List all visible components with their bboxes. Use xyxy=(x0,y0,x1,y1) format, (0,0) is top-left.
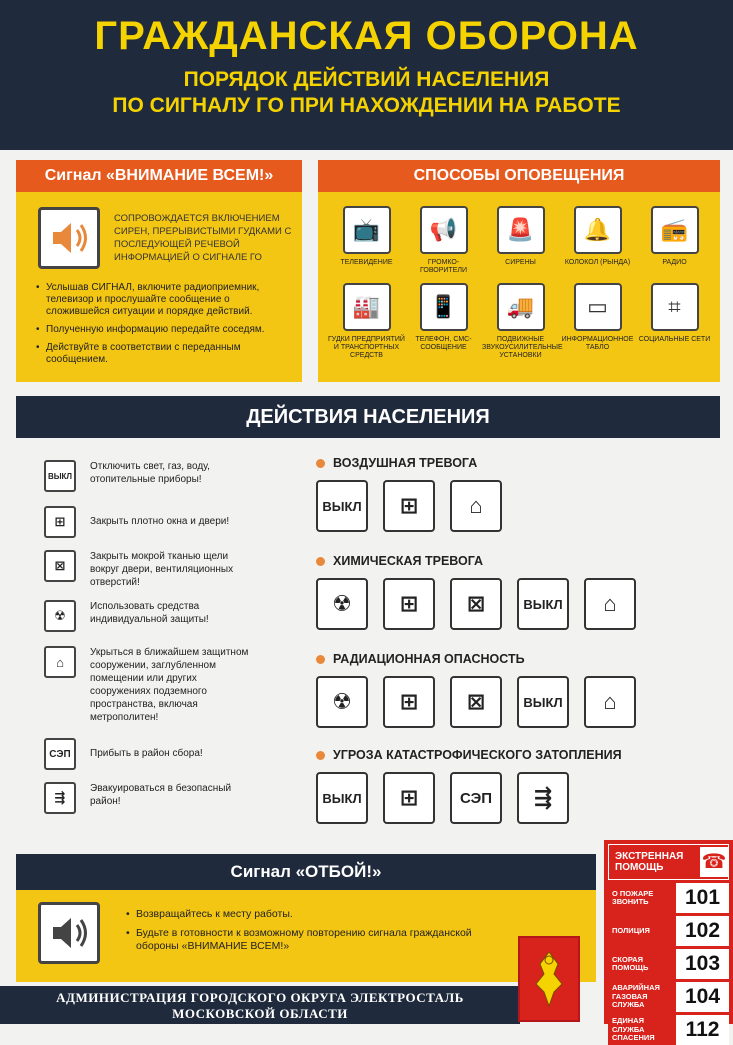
attention-signal-bullets xyxy=(36,282,296,372)
actions-title: ДЕЙСТВИЯ НАСЕЛЕНИЯ xyxy=(16,396,720,438)
emergency-row: О ПОЖАРЕ ЗВОНИТЬ 101 xyxy=(608,883,729,913)
gas-mask-icon: ☢ xyxy=(44,600,76,632)
emergency-row: СКОРАЯ ПОМОЩЬ 103 xyxy=(608,949,729,979)
all-clear-box xyxy=(16,890,596,982)
action-item xyxy=(44,782,260,814)
assembly-point-icon: СЭП xyxy=(450,772,502,824)
attention-signal-description: СОПРОВОЖДАЕТСЯ ВКЛЮЧЕНИЕМ СИРЕН, ПРЕРЫВИСТЫМИ ГУДКАМИ С ПОСЛЕДУЮЩЕЙ РЕЧЕВОЙ ИНФОРМАЦИЕЙ О СИГНАЛЕ ГО xyxy=(114,213,292,263)
shelter-icon: ⌂ xyxy=(584,676,636,728)
bullet-item: • Будьте в готовности к возможному повторению сигнала гражданской обороны «ВНИМАНИЕ ВСЕМ!» xyxy=(126,927,486,953)
method-item: 🏭 ГУДКИ ПРЕДПРИЯТИЙ И ТРАНСПОРТНЫХ СРЕДСТВ xyxy=(328,283,405,360)
threat-title: УГРОЗА КАТАСТРОФИЧЕСКОГО ЗАТОПЛЕНИЯ xyxy=(333,748,622,762)
notification-methods-box xyxy=(318,160,720,382)
emergency-title: ЭКСТРЕННАЯ ПОМОЩЬ xyxy=(615,851,684,873)
shelter-icon: ⌂ xyxy=(44,646,76,678)
power-off-icon: ВЫКЛ xyxy=(316,480,368,532)
poster-subtitle xyxy=(0,67,733,119)
factory-icon: 🏭 xyxy=(343,283,391,331)
action-item xyxy=(44,506,260,538)
threat-air-raid xyxy=(316,456,517,532)
bullet-item: • Услышав СИГНАЛ, включите радиоприемник, телевизор и прослушайте сообщение о сложившейся ситуации и порядке действий. xyxy=(36,282,296,318)
emergency-numbers xyxy=(604,840,733,1043)
seal-gaps-icon: ⊠ xyxy=(450,676,502,728)
action-item xyxy=(44,600,260,632)
method-item: 🚨 СИРЕНЫ xyxy=(482,206,559,275)
threat-title: РАДИАЦИОННАЯ ОПАСНОСТЬ xyxy=(333,652,525,666)
gas-mask-icon: ☢ xyxy=(316,676,368,728)
loudspeaker-icon: 📢 xyxy=(420,206,468,254)
poster-title: ГРАЖДАНСКАЯ ОБОРОНА xyxy=(94,14,639,58)
phone-icon: ☎ xyxy=(700,847,728,877)
emergency-number: 103 xyxy=(684,952,721,975)
poster-header xyxy=(0,0,733,150)
radio-icon: 📻 xyxy=(651,206,699,254)
threat-radiation xyxy=(316,652,651,728)
bell-icon: 🔔 xyxy=(574,206,622,254)
method-item: 📺 ТЕЛЕВИДЕНИЕ xyxy=(328,206,405,275)
seal-gaps-icon: ⊠ xyxy=(450,578,502,630)
seal-gaps-icon: ⊠ xyxy=(44,550,76,582)
emergency-row: ПОЛИЦИЯ 102 xyxy=(608,916,729,946)
action-text: Закрыть мокрой тканью щели вокруг двери, вентиляционных отверстий! xyxy=(90,551,234,588)
close-doors-icon: ⊞ xyxy=(383,480,435,532)
all-clear-title: Сигнал «ОТБОЙ!» xyxy=(16,854,596,890)
action-text: Эвакуироваться в безопасный район! xyxy=(90,783,232,807)
action-text: Отключить свет, газ, воду, отопительные приборы! xyxy=(90,461,210,485)
action-text: Укрыться в ближайшем защитном сооружении, заглубленном помещении или других сооружениях подземного пространства, включая метрополитен! xyxy=(90,647,249,723)
threat-icons xyxy=(316,676,651,728)
emergency-number: 102 xyxy=(684,919,721,942)
footer xyxy=(0,986,520,1024)
footer-line-1: АДМИНИСТРАЦИЯ ГОРОДСКОГО ОКРУГА ЭЛЕКТРОСТАЛЬ xyxy=(56,990,464,1005)
close-doors-icon: ⊞ xyxy=(44,506,76,538)
threat-chemical xyxy=(316,554,651,630)
attention-signal-box xyxy=(16,160,302,382)
threat-icons xyxy=(316,578,651,630)
method-item: 📢 ГРОМКО-ГОВОРИТЕЛИ xyxy=(405,206,482,275)
close-doors-icon: ⊞ xyxy=(383,578,435,630)
truck-icon: 🚚 xyxy=(497,283,545,331)
action-item xyxy=(44,646,260,724)
shelter-icon: ⌂ xyxy=(584,578,636,630)
close-doors-icon: ⊞ xyxy=(383,772,435,824)
speaker-icon xyxy=(38,207,100,269)
action-item xyxy=(44,550,260,589)
threat-title: ВОЗДУШНАЯ ТРЕВОГА xyxy=(333,456,478,470)
footer-line-2: МОСКОВСКОЙ ОБЛАСТИ xyxy=(172,1006,348,1021)
emergency-row: АВАРИЙНАЯ ГАЗОВАЯ СЛУЖБА 104 xyxy=(608,982,729,1012)
threat-title: ХИМИЧЕСКАЯ ТРЕВОГА xyxy=(333,554,484,568)
emergency-row: ЕДИНАЯ СЛУЖБА СПАСЕНИЯ 112 xyxy=(608,1015,729,1045)
billboard-icon: ▭ xyxy=(574,283,622,331)
all-clear-bullets xyxy=(126,908,486,959)
power-off-icon: ВЫКЛ xyxy=(316,772,368,824)
method-item: ▭ ИНФОРМАЦИОННОЕ ТАБЛО xyxy=(559,283,636,360)
evacuate-icon: ⇶ xyxy=(44,782,76,814)
siren-icon: 🚨 xyxy=(497,206,545,254)
emergency-number: 112 xyxy=(685,1018,720,1041)
emergency-number: 101 xyxy=(684,886,721,909)
method-item: 🔔 КОЛОКОЛ (РЫНДА) xyxy=(559,206,636,275)
bullet-dot xyxy=(316,655,325,664)
action-text: Использовать средства индивидуальной защиты! xyxy=(90,601,209,625)
method-item: 📻 РАДИО xyxy=(636,206,713,275)
bullet-dot xyxy=(316,557,325,566)
threat-icons xyxy=(316,772,622,824)
bullet-item: • Возвращайтесь к месту работы. xyxy=(126,908,486,921)
bullet-item: • Действуйте в соответствии с переданным сообщением. xyxy=(36,342,296,366)
city-emblem-icon xyxy=(518,936,580,1022)
power-off-icon: ВЫКЛ xyxy=(44,460,76,492)
method-item: ⌗ СОЦИАЛЬНЫЕ СЕТИ xyxy=(636,283,713,360)
gas-mask-icon: ☢ xyxy=(316,578,368,630)
threat-flood xyxy=(316,748,622,824)
attention-signal-title: Сигнал «ВНИМАНИЕ ВСЕМ!» xyxy=(16,160,302,192)
notification-methods-title: СПОСОБЫ ОПОВЕЩЕНИЯ xyxy=(318,160,720,192)
method-item: 📱 ТЕЛЕФОН, СМС-СООБЩЕНИЕ xyxy=(405,283,482,360)
speaker-icon xyxy=(38,902,100,964)
subtitle-line-2: ПО СИГНАЛУ ГО ПРИ НАХОЖДЕНИИ НА РАБОТЕ xyxy=(112,94,621,117)
bullet-item: • Полученную информацию передайте соседям. xyxy=(36,324,296,336)
power-off-icon: ВЫКЛ xyxy=(517,578,569,630)
close-doors-icon: ⊞ xyxy=(383,676,435,728)
tv-icon: 📺 xyxy=(343,206,391,254)
action-text: Прибыть в район сбора! xyxy=(90,748,203,759)
bullet-dot xyxy=(316,459,325,468)
method-item: 🚚 ПОДВИЖНЫЕ ЗВУКОУСИЛИТЕЛЬНЫЕ УСТАНОВКИ xyxy=(482,283,559,360)
phone-icon: 📱 xyxy=(420,283,468,331)
action-item xyxy=(44,460,260,492)
methods-grid xyxy=(328,206,714,360)
shelter-icon: ⌂ xyxy=(450,480,502,532)
threat-icons xyxy=(316,480,517,532)
power-off-icon: ВЫКЛ xyxy=(517,676,569,728)
emergency-number: 104 xyxy=(684,985,721,1008)
action-text: Закрыть плотно окна и двери! xyxy=(90,516,230,527)
social-icon: ⌗ xyxy=(651,283,699,331)
evacuate-icon: ⇶ xyxy=(517,772,569,824)
action-item xyxy=(44,738,260,770)
subtitle-line-1: ПОРЯДОК ДЕЙСТВИЙ НАСЕЛЕНИЯ xyxy=(183,68,550,91)
assembly-point-icon: СЭП xyxy=(44,738,76,770)
bullet-dot xyxy=(316,751,325,760)
